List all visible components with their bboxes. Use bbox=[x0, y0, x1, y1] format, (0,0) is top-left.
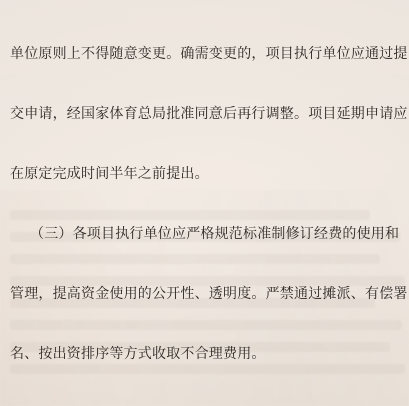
document-line: （三）各项目执行单位应严格规范标准制修订经费的使用和 bbox=[30, 226, 400, 242]
document-line: 交申请，经国家体育总局批准同意后再行调整。项目延期申请应 bbox=[10, 106, 408, 122]
document-line: 名、按出资排序等方式收取不合理费用。 bbox=[10, 346, 266, 362]
document-line: 管理，提高资金使用的公开性、透明度。严禁通过摊派、有偿署 bbox=[10, 286, 408, 302]
document-line: 单位原则上不得随意变更。确需变更的，项目执行单位应通过提 bbox=[10, 46, 408, 62]
document-text bbox=[10, 4, 408, 404]
document-line: 在原定完成时间半年之前提出。 bbox=[10, 166, 209, 182]
